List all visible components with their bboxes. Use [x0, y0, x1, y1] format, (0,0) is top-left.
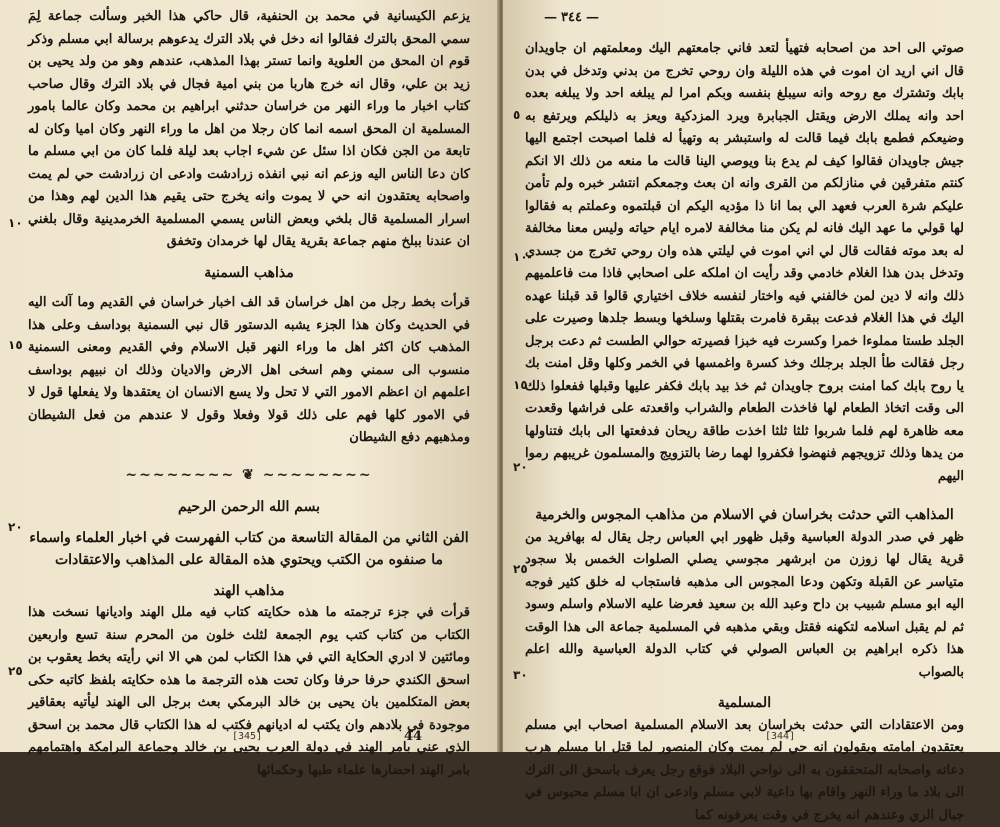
section-title-sumaniyya: مذاهب السمنية: [28, 262, 470, 285]
line-number: ١٠: [8, 216, 23, 230]
line-number: ٢٠: [8, 520, 23, 534]
section-title-khurasan: المذاهب التي حدثت بخراسان في الاسلام من مذاهب المجوس والخرمية: [525, 504, 964, 527]
page-number: — ٣٤٤ —: [540, 10, 603, 25]
page-number: 44: [404, 729, 422, 744]
basmala: بسم الله الرحمن الرحيم: [28, 496, 470, 519]
line-number: ٢٠: [513, 460, 528, 474]
line-number: ١٠: [513, 250, 528, 264]
page-marker: [345]: [232, 731, 262, 742]
right-section2-text: ومن الاعتقادات التي حدثت بخراسان بعد الاسلام المسلمية اصحاب ابي مسلم يعتقدون امامته ويقولون انه حي لم يمت وكان المنصور لما قتل ابا مسلم هرب دعاته واصحابه المتحققون به الى نواحي البلاد فوقع رجل يعرف باسحق الى الترك الى بلاد ما وراء النهر واقام بها داعية لابي مسلم وادعى ان ابا مسلم محبوس في جبال الري وعندهم انه يخرج في وقت يعرفونه كما: [525, 715, 964, 827]
line-number: ١٥: [8, 338, 23, 352]
left-section2-text: قرأت في جزء ترجمته ما هذه حكايته كتاب فيه ملل الهند واديانها نسخت هذا الكتاب من كتاب كتب يوم الجمعة لثلث خلون من المحرم سنة تسع واربعين ومائتين لا ادري الحكاية التي في هذا الكتاب لمن هي الا اني رأيته بخط يعقوب بن اسحق الكندي حرفا حرفا وكان تحت هذه الترجمة ما هذه حكايته بلفظ كاتبه حكى بعض المتكلمين بان يحيى بن خالد البرمكي بعث برجل الى الهند ليأتيه بعقاقير موجودة في بلادهم وان يكتب له اديانهم فكتب له هذا الكتاب قال محمد بن اسحق الذي عني بامر الهند في دولة العرب يحيى بن خالد وجماعة البرامكة واهتمامهم بامر الهند احضارها علماء طبها وحكمائها: [28, 602, 470, 782]
line-number: ٥: [513, 108, 520, 122]
right-section1-text: ظهر في صدر الدولة العباسية وقبل ظهور ابي العباس رجل يقال له بهافريد من قرية يقال لها زوزن من ابرشهر مجوسي يصلي الصلوات الخمس بلا سجود متياسر عن القبلة وتكهن ودعا المجوس الى مذهبه فاستجاب له خلق كثير فوجه اليه ابو مسلم شبيب بن داح وعبد الله بن سعيد فعرضا عليه الاسلام واسلم وسود ثم لم يقبل اسلامه لتكهنه فقتل وبقي مذهبه في المسلمية جماعة الى هذا الوقت هذا ذكره ابراهيم بن العباس الصولي في كتاب الدولة العباسية والله اعلم بالصواب: [525, 527, 964, 685]
right-page-text: [525, 38, 964, 827]
left-paragraph-1: يزعم الكيسانية في محمد بن الحنفية، قال حاكي هذا الخبر وسألت جماعة لِمَ سمي المحق بالترك فقالوا انه دخل في بلاد الترك يدعوهم برسالة ابي مسلم وذكر قوم ان المحق من العلوية وانما تستر بهذا المذهب، عندهم وهو من ولد يحيى بن زيد بن علي، وقال انه خرج هاربا من بني امية فجال في بلاد الترك وقال صاحب كتاب اخبار ما وراء النهر من خراسان حدثني ابراهيم بن محمد وكان عالما بامور المسلمية ان المحق اسمه انما كان رجلا من اهل ما وراء النهر وكان اميا وكان له تابعة من الجن فكان اذا سئل عن شيء اجاب بعد ليلة فلما كان من ابي مسلم ما كان دعا الناس اليه وزعم انه نبي انفذه زرادشت وادعى ان زرادشت حي لم يمت واصحابه يعتقدون انه حي لا يموت وانه يخرج حتى يقيم هذا الدين لهم وهذا من اسرار المسلمية قال بلخي وبعض الناس يسمي المسلمية الخرمدينية وقال بلغني ان عندنا ببلخ منهم جماعة بقرية يقال لها خرمدان وتخفق: [28, 6, 470, 254]
right-page: [503, 0, 1000, 752]
ornament-divider: ~~~~~~~~ ❦ ~~~~~~~~: [28, 464, 470, 487]
page-marker: [344]: [765, 731, 795, 742]
line-number: ٢٥: [8, 664, 23, 678]
section-title-hind: مذاهب الهند: [28, 580, 470, 603]
line-number: ١٥: [513, 378, 528, 392]
section-title-muslimiyya: المسلمية: [525, 692, 964, 715]
chapter-title: الفن الثاني من المقالة التاسعة من كتاب الفهرست في اخبار العلماء واسماء ما صنفوه من الكتب ويحتوي هذه المقالة على المذاهب والاعتقادات: [28, 527, 470, 572]
line-number: ٢٥: [513, 562, 528, 576]
left-page-text: [28, 6, 470, 782]
left-page: [0, 0, 500, 752]
left-section1-text: قرأت بخط رجل من اهل خراسان قد الف اخبار خراسان في القديم وما آلت اليه في الحديث وكان هذا الجزء يشبه الدستور قال نبي السمنية بوداسف وعلى هذا المذهب كان اكثر اهل ما وراء النهر قبل الاسلام وفي القديم ومعنى السمنية منسوب الى سمني وهم اسخى اهل الارض والاديان وذلك ان نبيهم بوداسف اعلمهم ان اعظم الامور التي لا تحل ولا يسع الانسان ان يعتقدها ولا يفعلها قول لا في الامور كلها فهم على ذلك قولا وفعلا وقول لا عندهم من فعل الشيطان ومذهبهم دفع الشيطان: [28, 292, 470, 450]
right-paragraph-1: صوتي الى احد من اصحابه فتهيأ لتعد فاني جامعتهم اليك ومعلمتهم ان جاويدان قال اني اريد ان اموت في هذه الليلة وان روحي تخرج من بدني وتدخل في بدن بابك وتشترك مع روحه وانه سيبلغ بنفسه وبكم امرا لم يبلغه احد ولا يبلغه بعده احد وانه يملك الارض ويقتل الجبابرة ويرد المزدكية ويعز به ذليلكم ويرتفع به وضيعكم فطمع بابك فيما قالت له واستبشر به وتهيأ له فلما اصبحت اجتمع اليها جيش جاويدان فقالوا كيف لم يدع بنا ويوصي الينا قالت ما منعه من ذلك الا انكم كنتم متفرقين في منازلكم من القرى وانه ان بعث وجمعكم انتشر خبره ولم تأمن عليكم شرة العرب فعهد الي بما انا ذا مؤديه اليكم ان قبلتموه وعملتم به فقالوا لها قولي ما عهد اليك فانه لم يكن منا مخالفة لامره ايام حياته وليس معنا مخالفة له بعد موته فقالت قال لي اني اموت في ليلتي هذه وان روحي تخرج من جسدي وتدخل بدن هذا الغلام خادمي وقد رأيت ان املكه على اصحابي فاذا مت فاعلميهم ذلك وانه لا دين لمن خالفني فيه واختار لنفسه خلاف اختياري قالوا قد قبلنا عهده اليك في هذا الغلام فدعت ببقرة فامرت بقتلها وسلخها وبسط جلدها وصيرت على الجلد طستا مملوءا خمرا وكسرت فيه خبزا فصيرته حوالي الطست ثم دعت برجل رجل فقالت طأ الجلد برجلك وخذ كسرة واغمسها في الخمر وكلها وقل امنت بك يا روح بابك كما امنت بروح جاويدان ثم خذ بيد بابك فكفر عليها وقبلها ففعلوا ذلك الى وقت اتخاذ الطعام لها فاخذت الطعام والشراب واقعدته على فراشها وقعدت معه ظاهرة لهم فلما شربوا ثلثا ثلثا اخذت طاقة ريحان فدفعتها الى بابك فتناولها من يدها وذلك تزويجهم فنهضوا فكفروا لهما رضا بالتزويج والمسلمون غريبهم رموا اليهم: [525, 38, 964, 488]
line-number: ٣٠: [513, 668, 528, 682]
